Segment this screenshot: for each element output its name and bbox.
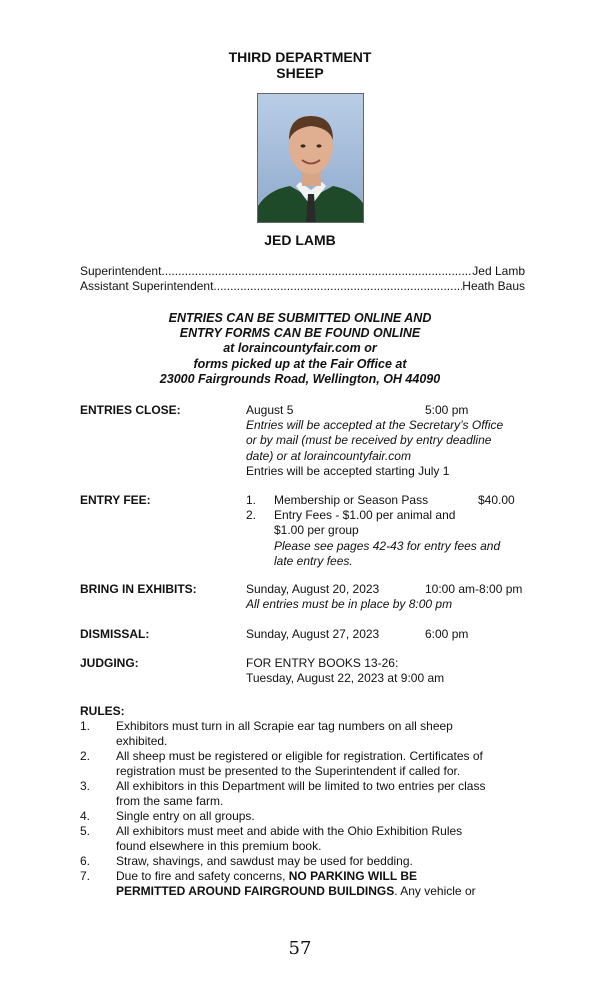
entries-close-date: August 5 (246, 403, 294, 417)
fee-item-number: 1. (246, 493, 257, 507)
rule-text: . Any vehicle or (394, 884, 476, 898)
rule-text: registration must be presented to the Superintendent if called for. (116, 764, 461, 778)
rule-number: 1. (80, 719, 91, 733)
rule-item (80, 719, 550, 749)
dismissal-label: DISMISSAL: (80, 627, 150, 641)
department-subtitle: SHEEP (276, 65, 324, 81)
rule-item (80, 809, 550, 824)
dismissal-date: Sunday, August 27, 2023 (246, 627, 380, 641)
notice-line: ENTRIES CAN BE SUBMITTED ONLINE AND (168, 311, 432, 325)
page-number: 57 (288, 938, 312, 959)
portrait-illustration (258, 94, 364, 223)
staff-list (80, 264, 525, 294)
bring-in-date: Sunday, August 20, 2023 (246, 582, 380, 596)
rule-item (80, 779, 550, 809)
rule-text-line (116, 869, 550, 884)
entry-notice (0, 311, 600, 387)
staff-name: Heath Baus (462, 279, 525, 293)
entries-close-note: Entries will be accepted at the Secretary’s Office (246, 418, 504, 433)
staff-role: Assistant Superintendent (80, 279, 214, 293)
rule-number: 4. (80, 809, 91, 823)
rule-text-bold: PERMITTED AROUND FAIRGROUND BUILDINGS (116, 884, 395, 898)
rule-number: 6. (80, 854, 91, 868)
department-title: THIRD DEPARTMENT (228, 49, 372, 65)
rule-item (80, 869, 550, 899)
rule-number: 5. (80, 824, 91, 838)
rule-text-bold: NO PARKING WILL BE (288, 869, 417, 883)
staff-name: Jed Lamb (472, 264, 525, 278)
fee-note: Please see pages 42-43 for entry fees and (274, 538, 501, 553)
rule-text: All exhibitors must meet and abide with the Ohio Exhibition Rules (116, 824, 463, 838)
entry-fee-label: ENTRY FEE: (80, 493, 151, 507)
fee-item-price: $40.00 (478, 493, 515, 507)
entries-close-time: 5:00 pm (425, 403, 469, 417)
dismissal-details (246, 627, 546, 642)
judging-label: JUDGING: (80, 656, 139, 670)
rule-text: All exhibitors in this Department will be limited to two entries per class (116, 779, 486, 793)
entries-close-note: date) or at loraincountyfair.com (246, 448, 411, 463)
fee-item-entry: Entry Fees - $1.00 per animal and (274, 508, 456, 523)
bring-in-time: 10:00 am-8:00 pm (425, 582, 523, 596)
rule-text: All sheep must be registered or eligible for registration. Certificates of (116, 749, 483, 763)
notice-line: 23000 Fairgrounds Road, Wellington, OH 44090 (159, 371, 441, 386)
entries-start: Entries will be accepted starting July 1 (246, 463, 450, 478)
staff-role: Superintendent (80, 264, 162, 278)
rule-number: 3. (80, 779, 91, 793)
rule-text-line (116, 884, 550, 899)
superintendent-photo (257, 93, 364, 223)
bring-in-label: BRING IN EXHIBITS: (80, 582, 197, 596)
rule-item (80, 854, 550, 869)
rule-item (80, 824, 550, 854)
rules-list (80, 719, 550, 899)
entries-close-note: or by mail (must be received by entry deadline (246, 433, 492, 448)
judging-date: Tuesday, August 22, 2023 at 9:00 am (246, 671, 445, 686)
notice-line: ENTRY FORMS CAN BE FOUND ONLINE (179, 326, 421, 341)
dismissal-time: 6:00 pm (425, 627, 469, 641)
rule-text: Exhibitors must turn in all Scrapie ear tag numbers on all sheep (116, 719, 453, 733)
rule-text: from the same farm. (116, 794, 224, 808)
rule-text: Straw, shavings, and sawdust may be used for bedding. (116, 854, 413, 868)
judging-books: FOR ENTRY BOOKS 13-26: (246, 656, 399, 670)
staff-row-assistant (80, 279, 525, 294)
fee-item-number: 2. (246, 508, 257, 523)
rule-text: found elsewhere in this premium book. (116, 839, 322, 853)
fee-item-entry-cont: $1.00 per group (274, 523, 359, 538)
bring-in-note: All entries must be in place by 8:00 pm (246, 597, 453, 612)
rules-heading: RULES: (80, 704, 125, 718)
rule-text: Due to fire and safety concerns, (116, 869, 289, 883)
fee-note: late entry fees. (274, 553, 353, 568)
dot-leader (161, 264, 472, 279)
rule-number: 2. (80, 749, 91, 763)
rule-text: exhibited. (116, 734, 168, 748)
entries-close-details (246, 403, 546, 479)
photo-caption: JED LAMB (264, 232, 336, 248)
entry-fee-details (246, 493, 546, 569)
fee-item-membership: Membership or Season Pass (274, 493, 429, 507)
dot-leader (213, 279, 462, 294)
bring-in-details (246, 582, 546, 612)
staff-row-superintendent (80, 264, 525, 279)
rule-number: 7. (80, 869, 91, 883)
notice-line: at loraincountyfair.com or (223, 341, 377, 356)
rule-text: Single entry on all groups. (116, 809, 255, 823)
entries-close-label: ENTRIES CLOSE: (80, 403, 181, 417)
notice-line: forms picked up at the Fair Office at (193, 356, 407, 371)
rule-item (80, 749, 550, 779)
judging-details (246, 656, 546, 686)
